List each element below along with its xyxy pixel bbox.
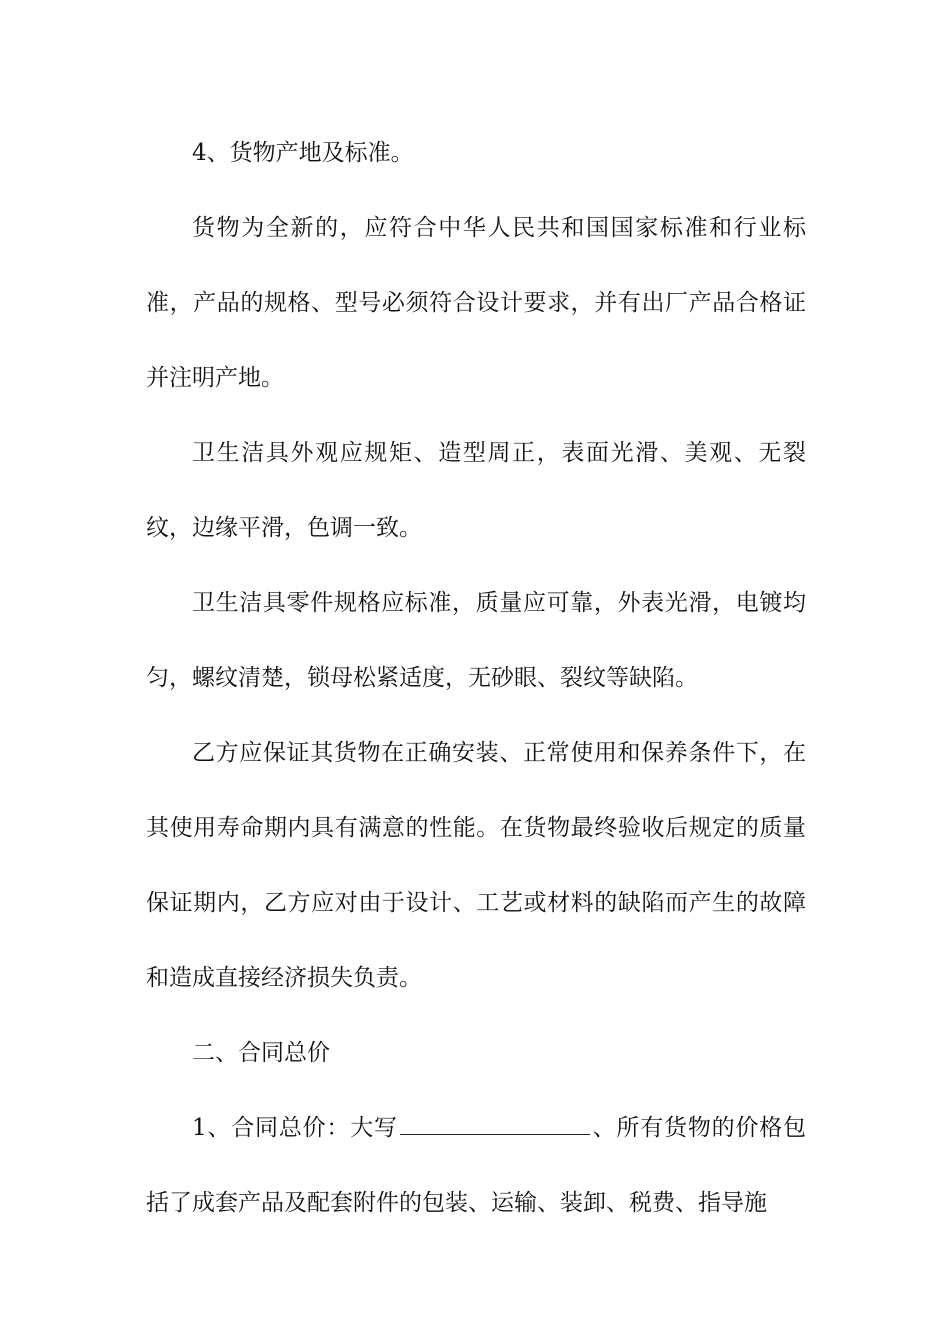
paragraph-parts: 卫生洁具零件规格应标准，质量应可靠，外表光滑，电镀均匀，螺纹清楚，锁母松紧适度，无砂眼、裂纹等缺陷。 <box>146 590 806 691</box>
total-price-suffix: 、所有货物的价格包括了成套产品及配套附件的包装、运输、装卸、税费、指导施 <box>146 1115 807 1216</box>
heading-goods-origin: 4、货物产地及标准。 <box>192 140 414 166</box>
paragraph-appearance: 卫生洁具外观应规矩、造型周正，表面光滑、美观、无裂纹，边缘平滑，色调一致。 <box>146 440 806 541</box>
paragraph-total-price <box>146 1091 806 1241</box>
section-heading-total-price: 二、合同总价 <box>192 1040 330 1066</box>
total-price-prefix: 1、合同总价：大写 <box>192 1115 398 1141</box>
paragraph-goods-standard: 货物为全新的，应符合中华人民共和国国家标准和行业标准，产品的规格、型号必须符合设计要求，并有出厂产品合格证并注明产地。 <box>146 215 806 391</box>
amount-blank-line <box>400 1110 590 1135</box>
paragraph-warranty: 乙方应保证其货物在正确安装、正常使用和保养条件下，在其使用寿命期内具有满意的性能。在货物最终验收后规定的质量保证期内，乙方应对由于设计、工艺或材料的缺陷而产生的故障和造成直接经济损失负责。 <box>146 740 806 991</box>
